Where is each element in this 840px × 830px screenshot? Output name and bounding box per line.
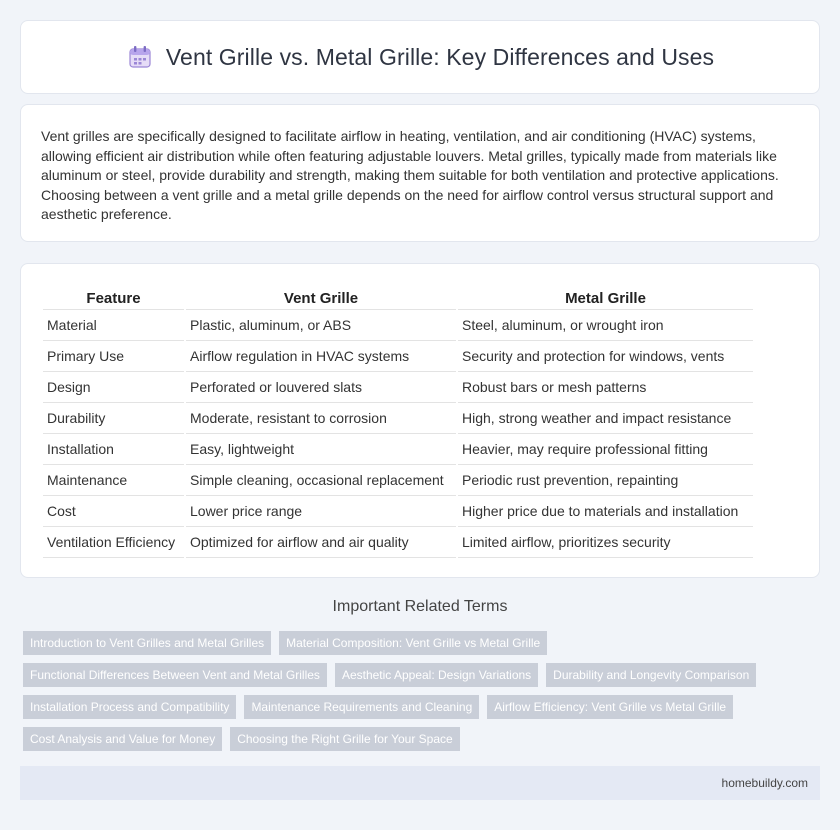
table-row: [43, 465, 753, 496]
cell-feature: Durability: [43, 403, 184, 434]
table-row: [43, 372, 753, 403]
cell-metal-grille: High, strong weather and impact resistance: [458, 403, 753, 434]
cell-vent-grille: Plastic, aluminum, or ABS: [186, 310, 456, 341]
cell-vent-grille: Lower price range: [186, 496, 456, 527]
table-row: [43, 527, 753, 558]
title-card: [20, 20, 820, 94]
cell-metal-grille: Limited airflow, prioritizes security: [458, 527, 753, 558]
cell-feature: Design: [43, 372, 184, 403]
cell-vent-grille: Moderate, resistant to corrosion: [186, 403, 456, 434]
related-term-link[interactable]: Maintenance Requirements and Cleaning: [244, 695, 479, 719]
intro-paragraph: Vent grilles are specifically designed to facilitate airflow in heating, ventilation, and air conditioning (HVAC) systems, allowing efficient air distribution while often featuring adjustable louvers. Metal grilles, typically made from materials like aluminum or steel, provide durability and strength, making them suitable for both ventilation and protective applications. Choosing between a vent grille and a metal grille depends on the need for airflow control versus structural support and aesthetic preference.: [41, 128, 779, 222]
related-term-link[interactable]: Installation Process and Compatibility: [23, 695, 236, 719]
table-row: [43, 341, 753, 372]
table-row: [43, 434, 753, 465]
cell-feature: Ventilation Efficiency: [43, 527, 184, 558]
table-header-row: [43, 288, 753, 310]
column-header-metal-grille: Metal Grille: [458, 288, 753, 310]
related-terms-heading: Important Related Terms: [332, 598, 508, 615]
related-term-link[interactable]: Functional Differences Between Vent and Metal Grilles: [23, 663, 327, 687]
related-terms-list: [23, 631, 793, 751]
related-term-link[interactable]: Material Composition: Vent Grille vs Metal Grille: [279, 631, 547, 655]
related-term-link[interactable]: Choosing the Right Grille for Your Space: [230, 727, 459, 751]
page-title: Vent Grille vs. Metal Grille: Key Differences and Uses: [165, 43, 715, 70]
cell-feature: Cost: [43, 496, 184, 527]
related-term-link[interactable]: Aesthetic Appeal: Design Variations: [335, 663, 538, 687]
cell-metal-grille: Heavier, may require professional fitting: [458, 434, 753, 465]
cell-metal-grille: Steel, aluminum, or wrought iron: [458, 310, 753, 341]
cell-metal-grille: Periodic rust prevention, repainting: [458, 465, 753, 496]
related-terms-section: [20, 598, 820, 616]
cell-vent-grille: Airflow regulation in HVAC systems: [186, 341, 456, 372]
footer-site-name[interactable]: homebuildy.com: [721, 776, 808, 790]
related-term-link[interactable]: Cost Analysis and Value for Money: [23, 727, 222, 751]
related-term-link[interactable]: Introduction to Vent Grilles and Metal Grilles: [23, 631, 271, 655]
comparison-card: [20, 263, 820, 578]
cell-metal-grille: Higher price due to materials and installation: [458, 496, 753, 527]
table-row: [43, 310, 753, 341]
footer: [20, 766, 820, 800]
column-header-feature: Feature: [43, 288, 184, 310]
cell-feature: Installation: [43, 434, 184, 465]
cell-feature: Maintenance: [43, 465, 184, 496]
cell-vent-grille: Optimized for airflow and air quality: [186, 527, 456, 558]
related-term-link[interactable]: Airflow Efficiency: Vent Grille vs Metal Grille: [487, 695, 733, 719]
comparison-table: [41, 288, 755, 558]
calendar-icon: [126, 43, 154, 71]
table-row: [43, 496, 753, 527]
cell-vent-grille: Perforated or louvered slats: [186, 372, 456, 403]
cell-vent-grille: Simple cleaning, occasional replacement: [186, 465, 456, 496]
cell-metal-grille: Security and protection for windows, vents: [458, 341, 753, 372]
column-header-vent-grille: Vent Grille: [186, 288, 456, 310]
cell-metal-grille: Robust bars or mesh patterns: [458, 372, 753, 403]
cell-feature: Material: [43, 310, 184, 341]
cell-feature: Primary Use: [43, 341, 184, 372]
cell-vent-grille: Easy, lightweight: [186, 434, 456, 465]
intro-card: [20, 104, 820, 242]
related-term-link[interactable]: Durability and Longevity Comparison: [546, 663, 756, 687]
table-row: [43, 403, 753, 434]
